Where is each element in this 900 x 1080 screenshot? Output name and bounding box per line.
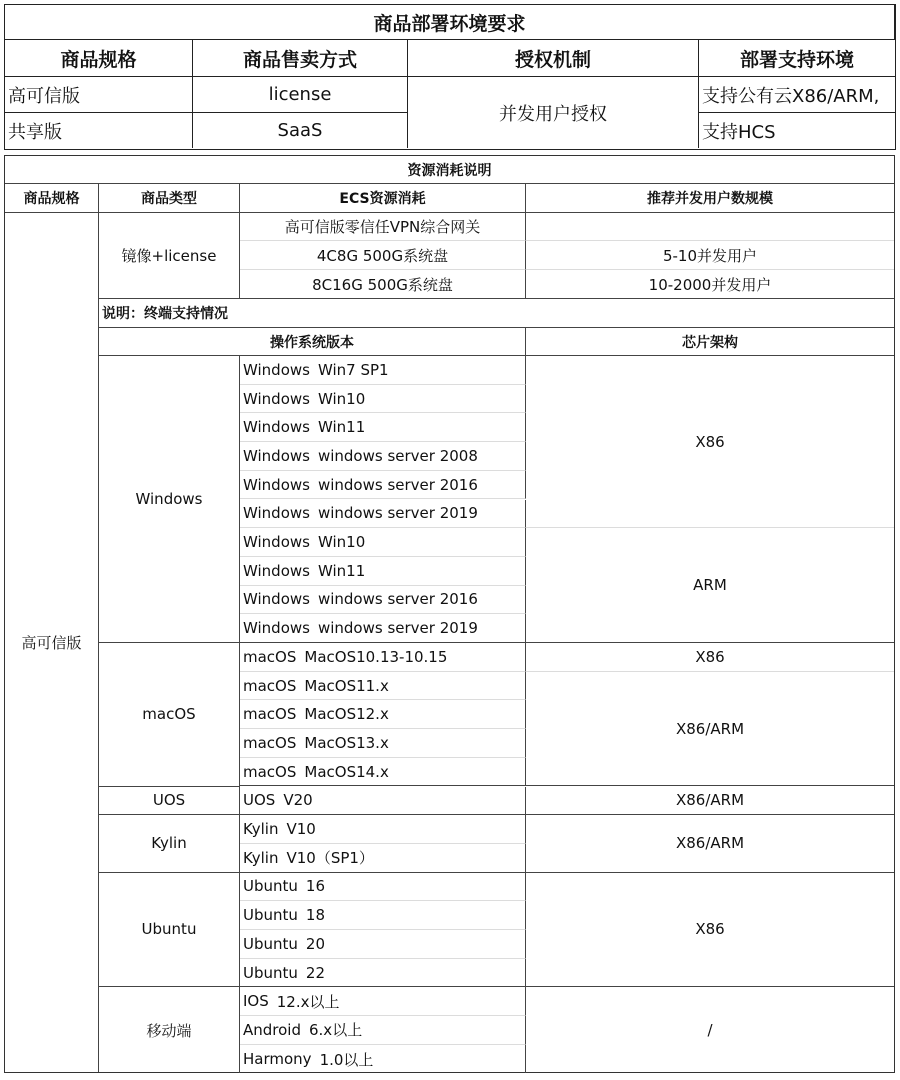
- os-version: windows server 2019: [317, 619, 478, 638]
- os-version-row: [240, 385, 526, 414]
- os-name: Windows: [243, 590, 310, 609]
- users-cell: 10-2000并发用户: [526, 270, 894, 299]
- os-version-row: [240, 959, 526, 988]
- os-version: 12.x以上: [276, 992, 340, 1011]
- sale-cell: license: [193, 77, 408, 113]
- users-cell: [526, 213, 894, 241]
- os-version: 6.x以上: [309, 1021, 363, 1040]
- os-version-row: [240, 442, 526, 471]
- os-version: Win7 SP1: [317, 360, 389, 379]
- os-version: V10: [286, 820, 316, 839]
- header-auth: 授权机制: [408, 40, 699, 77]
- chip-arch-cell: X86: [526, 643, 894, 672]
- os-version: Win11: [317, 561, 366, 580]
- os-name: Windows: [243, 561, 310, 580]
- os-name: Ubuntu: [243, 934, 298, 953]
- os-name: macOS: [243, 676, 297, 695]
- os-version: MacOS11.x: [304, 676, 389, 695]
- os-name: macOS: [243, 762, 297, 781]
- users-cell: 5-10并发用户: [526, 241, 894, 270]
- os-version-row: [240, 930, 526, 959]
- os-version-row: [240, 586, 526, 615]
- os-name: Windows: [243, 475, 310, 494]
- os-name: IOS: [243, 992, 269, 1011]
- os-name: UOS: [243, 791, 276, 810]
- os-name: Harmony: [243, 1050, 312, 1069]
- os-version: Win10: [317, 389, 366, 408]
- chip-arch-cell: X86/ARM: [526, 787, 894, 816]
- os-name: Ubuntu: [243, 877, 298, 896]
- os-name: Kylin: [243, 820, 279, 839]
- chip-arch-cell: ARM: [526, 528, 894, 643]
- os-version: windows server 2008: [317, 446, 478, 465]
- os-version: 1.0以上: [319, 1050, 374, 1069]
- os-name: macOS: [243, 705, 297, 724]
- os-group-name: Windows: [99, 356, 240, 643]
- os-group-name: UOS: [99, 787, 240, 816]
- env-cell: 支持公有云X86/ARM,: [699, 77, 895, 113]
- os-version: 16: [305, 877, 325, 896]
- os-version-row: [240, 844, 526, 873]
- os-version: MacOS14.x: [304, 762, 389, 781]
- resource-terminal-table: [4, 155, 895, 1073]
- header-os-version: 操作系统版本: [99, 328, 526, 356]
- os-version-row: [240, 758, 526, 787]
- os-version-row: [240, 471, 526, 500]
- os-name: Windows: [243, 446, 310, 465]
- terminal-note: 说明：终端支持情况: [99, 299, 894, 328]
- os-name: Ubuntu: [243, 906, 298, 925]
- header-ecs: ECS资源消耗: [240, 184, 526, 213]
- chip-arch-cell: /: [707, 1021, 713, 1040]
- env-cell: 支持HCS: [702, 121, 776, 143]
- header-deploy-env: 部署支持环境: [699, 40, 895, 77]
- os-version: windows server 2019: [317, 504, 478, 523]
- os-version-row: [240, 815, 526, 844]
- os-version: windows server 2016: [317, 475, 478, 494]
- os-name: Kylin: [243, 848, 279, 867]
- os-version-row: [240, 987, 526, 1016]
- os-name: Windows: [243, 533, 310, 552]
- os-name: Windows: [243, 418, 310, 437]
- header-spec: 商品规格: [5, 40, 193, 77]
- os-version: Win10: [317, 533, 366, 552]
- os-version: MacOS10.13-10.15: [304, 647, 448, 666]
- os-version-row: [240, 614, 526, 643]
- os-name: Windows: [243, 504, 310, 523]
- os-version-row: [240, 557, 526, 586]
- os-version-row: [240, 729, 526, 758]
- sale-cell: SaaS: [193, 113, 408, 148]
- header-spec: 商品规格: [5, 184, 99, 213]
- os-name: macOS: [243, 647, 297, 666]
- os-version-row: [240, 787, 526, 816]
- deployment-requirements-table: [4, 4, 896, 150]
- os-version: V10（SP1）: [286, 849, 374, 868]
- spec-cell: 共享版: [5, 113, 193, 148]
- os-name: Ubuntu: [243, 963, 298, 982]
- ecs-cell: 8C16G 500G系统盘: [240, 270, 526, 299]
- os-group-name: macOS: [99, 643, 240, 787]
- os-group-name: 移动端: [99, 987, 240, 1073]
- os-version-row: [240, 528, 526, 557]
- os-version-row: [240, 356, 526, 385]
- os-name: Android: [243, 1020, 301, 1039]
- chip-arch-cell: X86: [526, 873, 894, 988]
- os-version: 20: [305, 934, 325, 953]
- spec-cell: 高可信版: [5, 213, 99, 1072]
- spec-cell: 高可信版: [5, 77, 193, 113]
- os-version: windows server 2016: [317, 590, 478, 609]
- os-version: V20: [283, 791, 313, 810]
- header-sale-method: 商品售卖方式: [193, 40, 408, 77]
- deployment-table-title: 商品部署环境要求: [5, 5, 895, 40]
- os-version-row: [240, 873, 526, 902]
- os-version-row: [240, 1045, 526, 1074]
- type-cell: 镜像+license: [99, 213, 240, 299]
- os-version-row: [240, 643, 526, 672]
- os-name: Windows: [243, 360, 310, 379]
- resource-table-title: 资源消耗说明: [5, 156, 894, 184]
- chip-arch-cell: X86/ARM: [526, 815, 894, 872]
- os-name: macOS: [243, 733, 297, 752]
- os-version-row: [240, 700, 526, 729]
- ecs-cell: 4C8G 500G系统盘: [240, 241, 526, 270]
- os-version: 22: [305, 963, 325, 982]
- os-name: Windows: [243, 619, 310, 638]
- os-version-row: [240, 901, 526, 930]
- os-version: MacOS13.x: [304, 733, 389, 752]
- header-type: 商品类型: [99, 184, 240, 213]
- os-version: MacOS12.x: [304, 705, 389, 724]
- chip-arch-cell: X86/ARM: [526, 672, 894, 787]
- chip-arch-cell: X86: [526, 356, 894, 528]
- os-group-name: Kylin: [99, 815, 240, 872]
- header-users: 推荐并发用户数规模: [526, 184, 894, 213]
- os-version-row: [240, 1016, 526, 1045]
- os-group-name: Ubuntu: [99, 873, 240, 988]
- header-chip-arch: 芯片架构: [526, 328, 894, 356]
- os-name: Windows: [243, 389, 310, 408]
- auth-cell: 并发用户授权: [408, 77, 699, 148]
- os-version: 18: [305, 906, 325, 925]
- os-version-row: [240, 413, 526, 442]
- os-version-row: [240, 500, 526, 529]
- ecs-cell: 高可信版零信任VPN综合网关: [240, 213, 526, 241]
- os-version-row: [240, 672, 526, 701]
- os-version: Win11: [317, 418, 366, 437]
